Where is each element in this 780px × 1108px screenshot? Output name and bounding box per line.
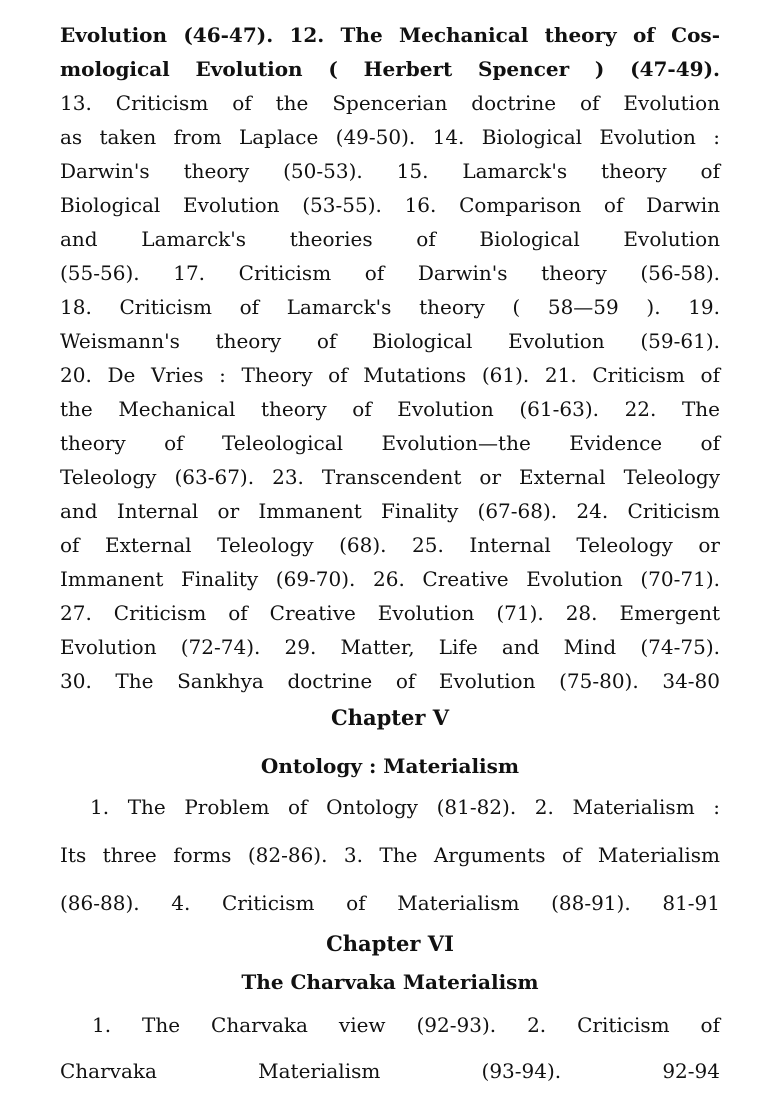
text-line: Evolution (46-47). 12. The Mechanical theory of Cos- — [60, 23, 720, 47]
text-line: and Internal or Immanent Finality (67-68). 24. Criticism — [60, 499, 720, 523]
text-line: Charvaka Materialism (93-94). 92-94 — [60, 1059, 720, 1083]
text-line: Weismann's theory of Biological Evolution (59-61). — [60, 329, 720, 353]
text-line: Biological Evolution (53-55). 16. Comparison of Darwin — [60, 193, 720, 217]
text-line: 20. De Vries : Theory of Mutations (61). 21. Criticism of — [60, 363, 720, 387]
text-line: and Lamarck's theories of Biological Evolution — [60, 227, 720, 251]
text-line: (86-88). 4. Criticism of Materialism (88-91). 81-91 — [60, 891, 720, 915]
chapter-heading: Chapter V — [330, 705, 449, 730]
text-line: Teleology (63-67). 23. Transcendent or External Teleology — [60, 465, 720, 489]
text-line: Its three forms (82-86). 3. The Arguments of Materialism — [60, 843, 720, 867]
text-line: theory of Teleological Evolution—the Evidence of — [60, 431, 720, 455]
text-line: the Mechanical theory of Evolution (61-63). 22. The — [60, 397, 720, 421]
chapter-title: The Charvaka Materialism — [241, 970, 539, 994]
chapter-title: Ontology : Materialism — [260, 754, 520, 778]
chapter-heading: Chapter VI — [326, 931, 454, 956]
text-line: 27. Criticism of Creative Evolution (71). 28. Emergent — [60, 601, 720, 625]
text-line: 13. Criticism of the Spencerian doctrine of Evolution — [60, 91, 720, 115]
text-line: 18. Criticism of Lamarck's theory ( 58—59 ). 19. — [60, 295, 720, 319]
text-line: Darwin's theory (50-53). 15. Lamarck's theory of — [60, 159, 720, 183]
text-line: Evolution (72-74). 29. Matter, Life and Mind (74-75). — [60, 635, 720, 659]
text-line: of External Teleology (68). 25. Internal Teleology or — [60, 533, 720, 557]
text-line: 1. The Problem of Ontology (81-82). 2. Materialism : — [90, 795, 720, 819]
text-line: mological Evolution ( Herbert Spencer ) (47-49). — [60, 57, 720, 81]
text-line: (55-56). 17. Criticism of Darwin's theory (56-58). — [60, 261, 720, 285]
text-line: 30. The Sankhya doctrine of Evolution (75-80). 34-80 — [60, 669, 720, 693]
text-line: as taken from Laplace (49-50). 14. Biological Evolution : — [60, 125, 720, 149]
text-line: Immanent Finality (69-70). 26. Creative Evolution (70-71). — [60, 567, 720, 591]
text-line: 1. The Charvaka view (92-93). 2. Criticism of — [92, 1013, 720, 1037]
